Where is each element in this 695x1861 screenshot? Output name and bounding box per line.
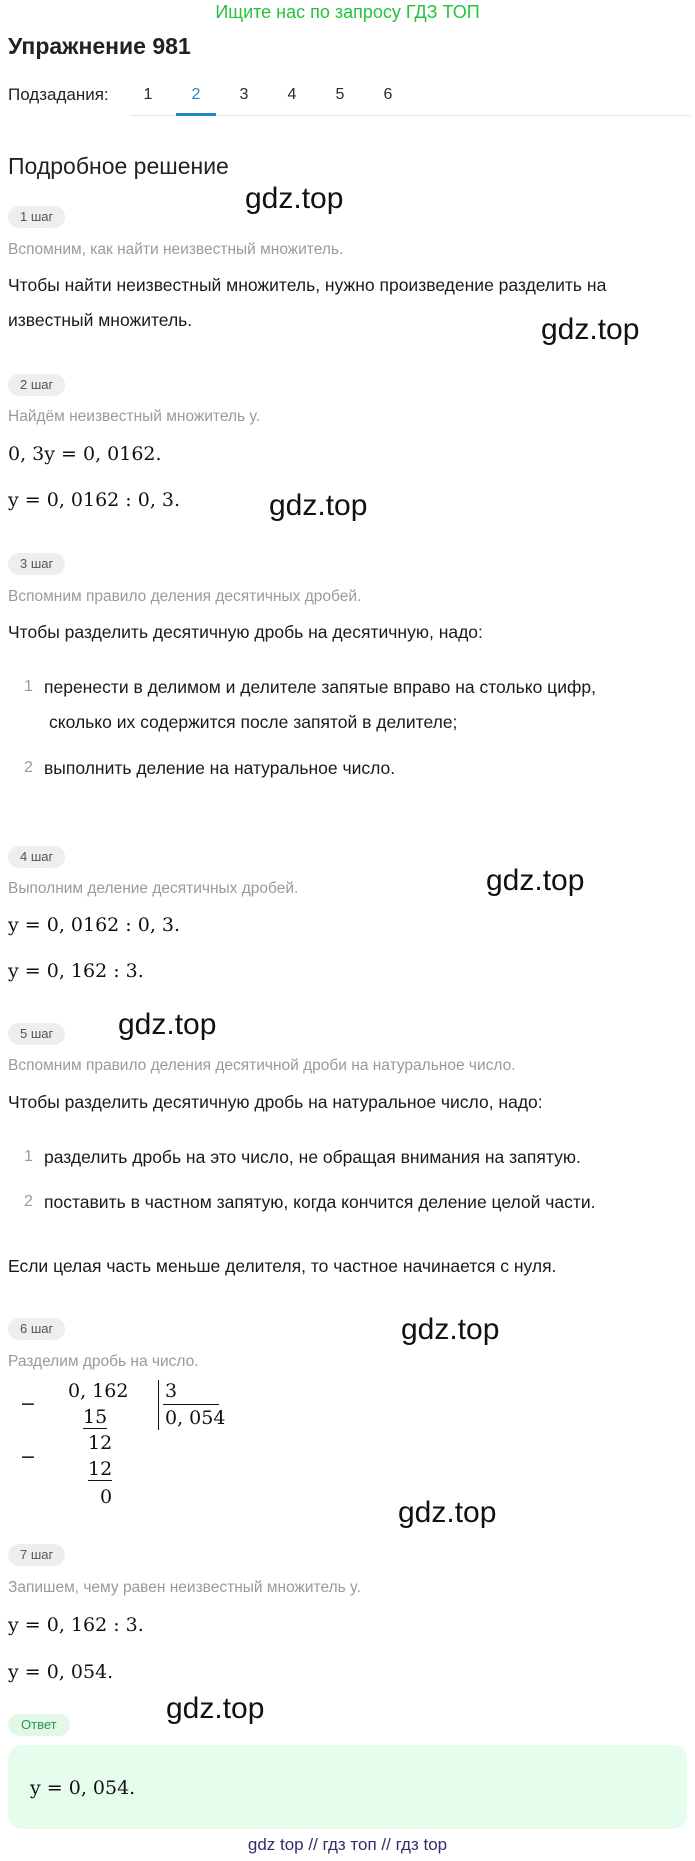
section-title: Подробное решение (8, 153, 229, 179)
tab-subtask-1[interactable]: 1 (143, 86, 153, 103)
division-dividend: 0, 162 (68, 1380, 129, 1402)
tab-subtask-5[interactable]: 5 (335, 86, 345, 103)
subtasks-label: Подзадания: (8, 85, 109, 104)
tab-subtask-3[interactable]: 3 (239, 86, 249, 103)
step-badge-5: 5 шаг (8, 1023, 65, 1045)
list-item-number: 2 (24, 759, 33, 776)
step-5-text: Чтобы разделить десятичную дробь на натуральное число, надо: (8, 1092, 543, 1112)
step-badge-2: 2 шаг (8, 374, 65, 396)
watermark: gdz.top (166, 1692, 265, 1725)
list-item-text-continuation: сколько их содержится после запятой в делителе; (49, 712, 458, 732)
list-item-number: 2 (24, 1193, 33, 1210)
footer-link-gdz-top-ru[interactable]: гдз топ (322, 1835, 377, 1854)
step-1-text-line1: Чтобы найти неизвестный множитель, нужно произведение разделить на (8, 275, 607, 295)
watermark: gdz.top (398, 1496, 497, 1529)
step-badge-1: 1 шаг (8, 206, 65, 228)
step-2-hint: Найдём неизвестный множитель y. (8, 408, 261, 425)
division-minus-sign: − (20, 1446, 36, 1468)
step-3-text: Чтобы разделить десятичную дробь на десятичную, надо: (8, 622, 483, 642)
step-6-hint: Разделим дробь на число. (8, 1353, 199, 1370)
step-7-hint: Запишем, чему равен неизвестный множитель y. (8, 1579, 361, 1596)
step-badge-3: 3 шаг (8, 553, 65, 575)
list-item-text: выполнить деление на натуральное число. (44, 758, 396, 778)
step-badge-7: 7 шаг (8, 1544, 65, 1566)
footer-link-gdz-top[interactable]: gdz top (247, 1835, 304, 1854)
watermark: gdz.top (118, 1008, 217, 1041)
promo-banner: Ищите нас по запросу ГДЗ ТОП (215, 2, 480, 22)
watermark: gdz.top (541, 313, 640, 346)
list-item-text: поставить в частном запятую, когда кончится деление целой части. (44, 1192, 596, 1212)
list-item-number: 1 (24, 678, 33, 695)
step-badge-4: 4 шаг (8, 846, 65, 868)
watermark: gdz.top (245, 182, 344, 215)
watermark: gdz.top (486, 864, 585, 897)
tab-subtask-2[interactable]: 2 (191, 86, 201, 103)
page-title: Упражнение 981 (8, 33, 191, 59)
step-2-equation-1: 0, 3y = 0, 0162. (8, 443, 162, 465)
division-minus-sign: − (20, 1393, 36, 1415)
division-quotient: 0, 054 (165, 1407, 226, 1429)
footer-separator: // (381, 1835, 391, 1854)
step-2-equation-2: y = 0, 0162 : 0, 3. (8, 489, 181, 511)
tab-subtask-4[interactable]: 4 (287, 86, 297, 103)
step-1-text-line2: известный множитель. (8, 310, 193, 330)
watermark: gdz.top (269, 489, 368, 522)
division-vertical-bar (158, 1380, 159, 1430)
division-remainder-final: 0 (100, 1486, 113, 1508)
step-4-equation-1: y = 0, 0162 : 0, 3. (8, 914, 181, 936)
step-1-hint: Вспомним, как найти неизвестный множитель. (8, 241, 344, 258)
watermark: gdz.top (401, 1313, 500, 1346)
division-subtrahend-2: 12 (88, 1458, 113, 1480)
division-remainder-1: 12 (88, 1432, 113, 1454)
list-item-text: перенести в делимом и делителе запятые вправо на столько цифр, (44, 677, 596, 697)
footer-link-gdz-top-mixed[interactable]: гдз top (395, 1835, 448, 1854)
answer-badge: Ответ (8, 1714, 70, 1736)
list-item-text: разделить дробь на это число, не обращая внимания на запятую. (44, 1147, 581, 1167)
footer-separator: // (308, 1835, 318, 1854)
step-badge-6: 6 шаг (8, 1318, 65, 1340)
step-4-equation-2: y = 0, 162 : 3. (8, 960, 144, 982)
step-5-note: Если целая часть меньше делителя, то частное начинается с нуля. (8, 1256, 557, 1276)
answer-value: y = 0, 054. (30, 1777, 136, 1799)
list-item-number: 1 (24, 1148, 33, 1165)
step-3-hint: Вспомним правило деления десятичных дробей. (8, 588, 362, 605)
division-subtrahend-1: 15 (83, 1406, 108, 1428)
step-7-equation-1: y = 0, 162 : 3. (8, 1614, 144, 1636)
footer-links (0, 1834, 695, 1856)
division-divisor: 3 (165, 1380, 178, 1402)
step-7-equation-2: y = 0, 054. (8, 1661, 114, 1683)
active-tab-indicator (176, 113, 216, 116)
step-4-hint: Выполним деление десятичных дробей. (8, 880, 299, 897)
step-5-hint: Вспомним правило деления десятичной дроби на натуральное число. (8, 1057, 516, 1074)
tab-subtask-6[interactable]: 6 (383, 86, 393, 103)
